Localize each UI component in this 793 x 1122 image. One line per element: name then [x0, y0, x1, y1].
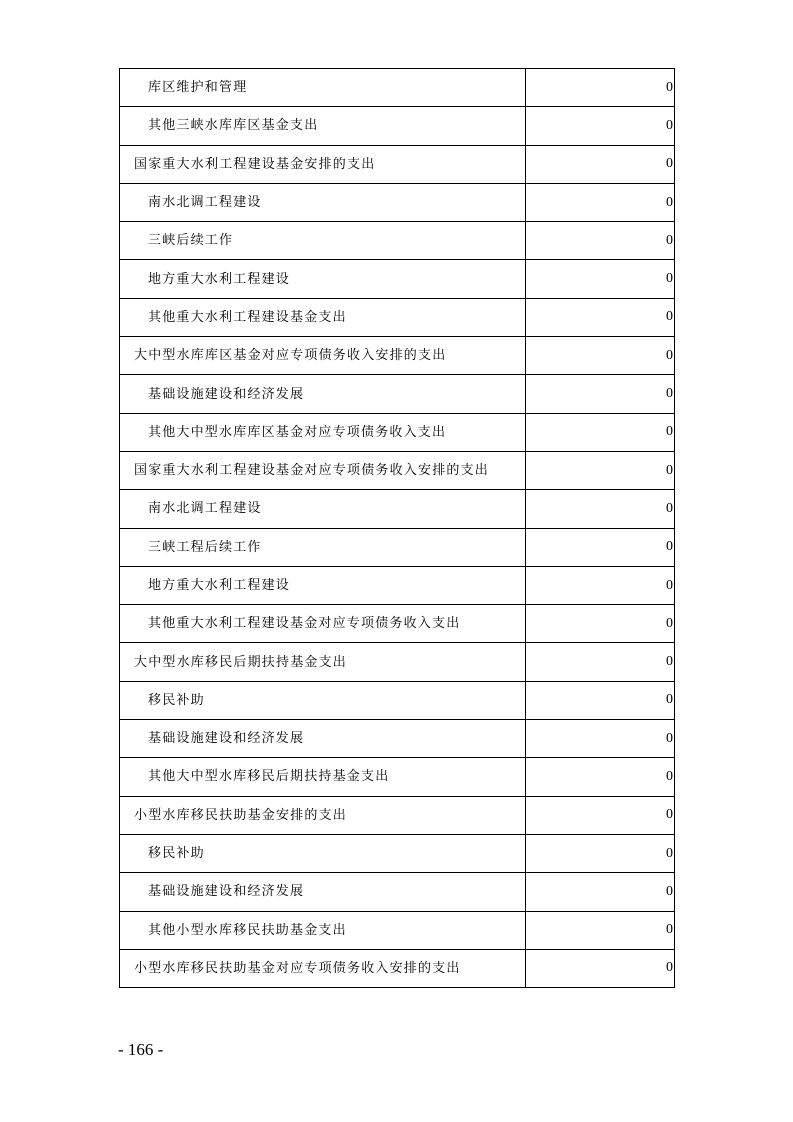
row-item-name: 大中型水库库区基金对应专项债务收入安排的支出: [120, 337, 526, 375]
row-amount: 0: [526, 107, 675, 145]
row-amount: 0: [526, 528, 675, 566]
table-row: [120, 337, 675, 375]
table-row: [120, 222, 675, 260]
row-amount: 0: [526, 183, 675, 221]
row-item-name: 三峡工程后续工作: [120, 528, 526, 566]
table-row: [120, 183, 675, 221]
row-item-name: 南水北调工程建设: [120, 183, 526, 221]
row-amount: 0: [526, 758, 675, 796]
row-item-name: 移民补助: [120, 681, 526, 719]
table-row: [120, 490, 675, 528]
row-item-name: 库区维护和管理: [120, 69, 526, 107]
row-amount: 0: [526, 873, 675, 911]
row-amount: 0: [526, 949, 675, 987]
row-item-name: 大中型水库移民后期扶持基金支出: [120, 643, 526, 681]
table-body: [120, 69, 675, 988]
table-row: [120, 260, 675, 298]
table-row: [120, 949, 675, 987]
budget-table: [119, 68, 675, 988]
row-amount: 0: [526, 834, 675, 872]
table-row: [120, 720, 675, 758]
row-item-name: 地方重大水利工程建设: [120, 260, 526, 298]
row-item-name: 移民补助: [120, 834, 526, 872]
row-amount: 0: [526, 911, 675, 949]
row-amount: 0: [526, 643, 675, 681]
page-number: - 166 -: [118, 1040, 164, 1059]
row-amount: 0: [526, 566, 675, 604]
row-item-name: 南水北调工程建设: [120, 490, 526, 528]
table-row: [120, 911, 675, 949]
row-item-name: 国家重大水利工程建设基金对应专项债务收入安排的支出: [120, 451, 526, 489]
table-row: [120, 643, 675, 681]
row-item-name: 其他小型水库移民扶助基金支出: [120, 911, 526, 949]
table-row: [120, 834, 675, 872]
row-item-name: 其他三峡水库库区基金支出: [120, 107, 526, 145]
table-row: [120, 375, 675, 413]
row-amount: 0: [526, 605, 675, 643]
table-row: [120, 681, 675, 719]
table-row: [120, 873, 675, 911]
row-amount: 0: [526, 681, 675, 719]
row-item-name: 小型水库移民扶助基金安排的支出: [120, 796, 526, 834]
row-amount: 0: [526, 145, 675, 183]
row-amount: 0: [526, 720, 675, 758]
row-amount: 0: [526, 375, 675, 413]
row-item-name: 其他大中型水库移民后期扶持基金支出: [120, 758, 526, 796]
row-amount: 0: [526, 796, 675, 834]
row-item-name: 基础设施建设和经济发展: [120, 873, 526, 911]
row-item-name: 基础设施建设和经济发展: [120, 375, 526, 413]
table-row: [120, 145, 675, 183]
row-amount: 0: [526, 69, 675, 107]
table-row: [120, 758, 675, 796]
table-row: [120, 566, 675, 604]
table-row: [120, 605, 675, 643]
row-item-name: 基础设施建设和经济发展: [120, 720, 526, 758]
row-item-name: 其他大中型水库库区基金对应专项债务收入支出: [120, 413, 526, 451]
row-item-name: 国家重大水利工程建设基金安排的支出: [120, 145, 526, 183]
row-amount: 0: [526, 298, 675, 336]
row-item-name: 三峡后续工作: [120, 222, 526, 260]
row-amount: 0: [526, 413, 675, 451]
table-row: [120, 107, 675, 145]
row-amount: 0: [526, 490, 675, 528]
table-row: [120, 528, 675, 566]
row-amount: 0: [526, 222, 675, 260]
table-row: [120, 796, 675, 834]
row-amount: 0: [526, 451, 675, 489]
table-row: [120, 69, 675, 107]
row-amount: 0: [526, 260, 675, 298]
row-item-name: 其他重大水利工程建设基金对应专项债务收入支出: [120, 605, 526, 643]
row-item-name: 其他重大水利工程建设基金支出: [120, 298, 526, 336]
row-item-name: 小型水库移民扶助基金对应专项债务收入安排的支出: [120, 949, 526, 987]
table-row: [120, 451, 675, 489]
table-row: [120, 298, 675, 336]
table-row: [120, 413, 675, 451]
row-item-name: 地方重大水利工程建设: [120, 566, 526, 604]
row-amount: 0: [526, 337, 675, 375]
